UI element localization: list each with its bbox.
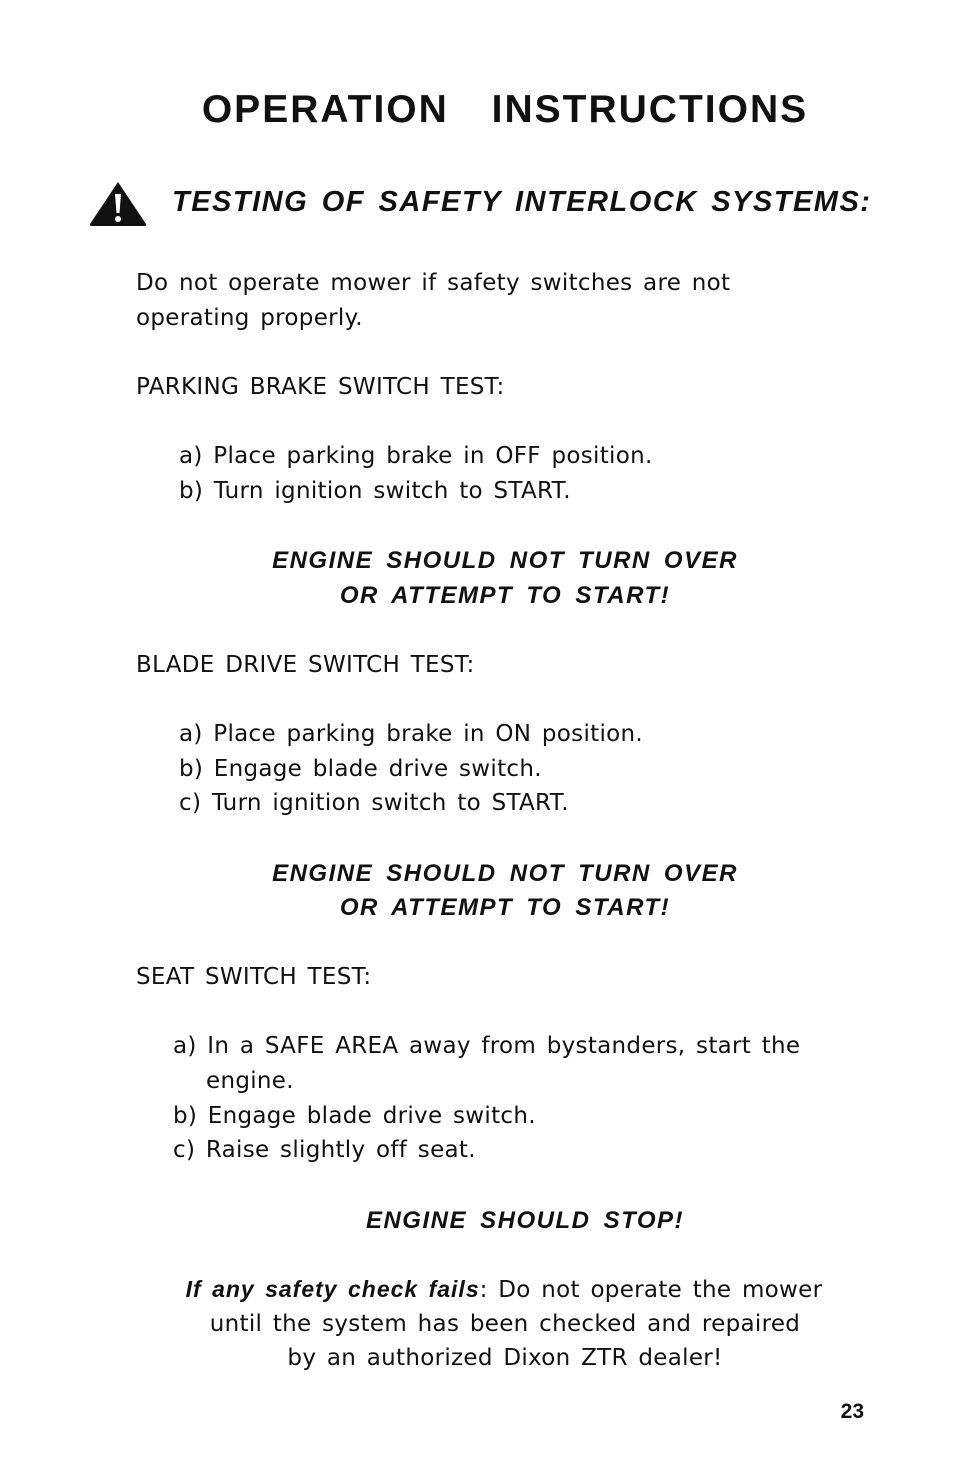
final-note-line-1 (0, 1272, 954, 1308)
final-note-line-2: until the system has been checked and repaired (209, 1311, 801, 1337)
page-title: OPERATION INSTRUCTIONS (201, 88, 809, 131)
final-note-text: : Do not operate the mower (479, 1277, 823, 1303)
warning-triangle-icon (88, 180, 148, 228)
parking-brake-step-a: a) Place parking brake in OFF position. (179, 443, 653, 469)
intro-line-1: Do not operate mower if safety switches are not (136, 270, 731, 296)
parking-brake-result-line-1: ENGINE SHOULD NOT TURN OVER (272, 547, 738, 574)
blade-drive-step-b: b) Engage blade drive switch. (179, 756, 542, 782)
blade-drive-result-line-2: OR ATTEMPT TO START! (339, 894, 671, 921)
final-note-lead: If any safety check fails (185, 1276, 480, 1302)
blade-drive-test-heading: BLADE DRIVE SWITCH TEST: (136, 652, 475, 678)
seat-switch-test-heading: SEAT SWITCH TEST: (136, 964, 372, 990)
page-number: 23 (840, 1400, 864, 1423)
seat-switch-step-a: a) In a SAFE AREA away from bystanders, start the (173, 1033, 801, 1059)
intro-line-2: operating properly. (136, 305, 363, 331)
section-title: TESTING OF SAFETY INTERLOCK SYSTEMS: (172, 186, 872, 218)
seat-switch-result: ENGINE SHOULD STOP! (365, 1207, 685, 1234)
parking-brake-test-heading: PARKING BRAKE SWITCH TEST: (136, 374, 505, 400)
blade-drive-result-line-1: ENGINE SHOULD NOT TURN OVER (272, 860, 738, 887)
parking-brake-result-line-2: OR ATTEMPT TO START! (339, 582, 671, 609)
parking-brake-step-b: b) Turn ignition switch to START. (179, 478, 571, 504)
seat-switch-step-a-continued: engine. (206, 1068, 294, 1094)
seat-switch-step-c: c) Raise slightly off seat. (173, 1137, 476, 1163)
final-note-line-3: by an authorized Dixon ZTR dealer! (287, 1345, 723, 1371)
seat-switch-step-b: b) Engage blade drive switch. (173, 1103, 536, 1129)
blade-drive-step-a: a) Place parking brake in ON position. (179, 721, 644, 747)
blade-drive-step-c: c) Turn ignition switch to START. (179, 790, 569, 816)
